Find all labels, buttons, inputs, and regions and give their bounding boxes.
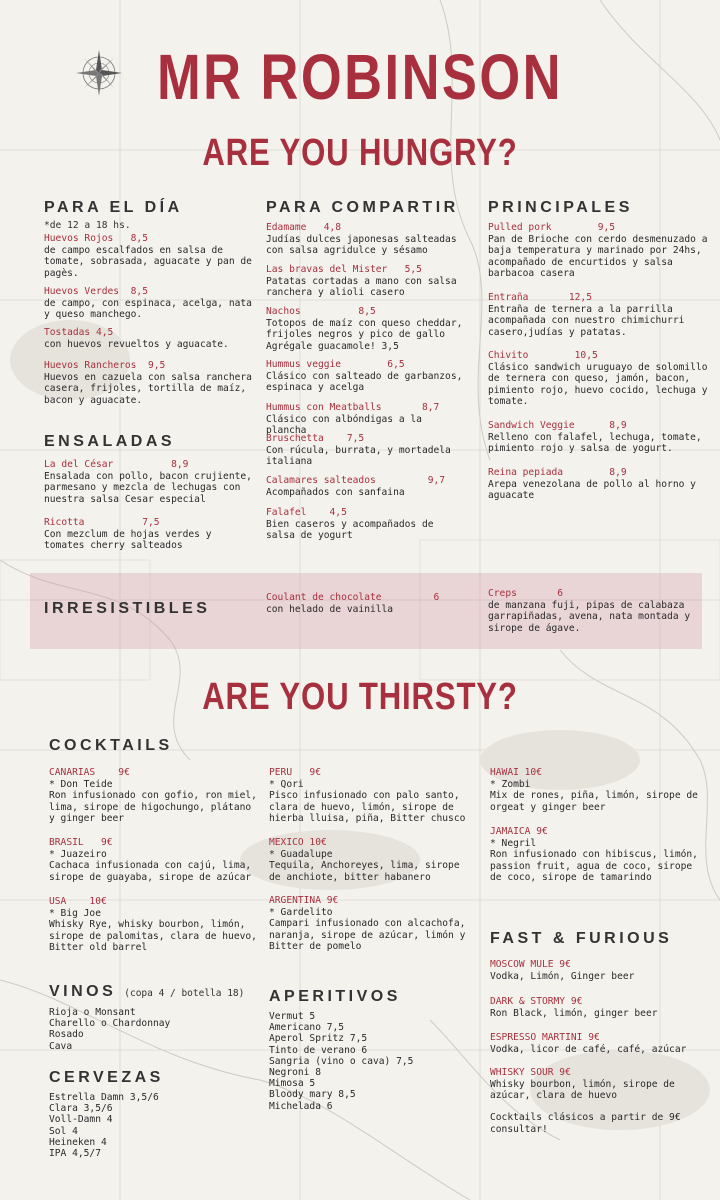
item-name: Sandwich Veggie 8,9 bbox=[488, 420, 627, 431]
item-desc: Clásico con salteado de garbanzos, espinaca y acelga bbox=[266, 370, 463, 393]
menu-item bbox=[490, 996, 700, 1019]
item-desc: Huevos en cazuela con salsa ranchera casera, frijoles, tortilla de maíz, bacon y aguacate. bbox=[44, 371, 252, 406]
menu-item bbox=[44, 327, 254, 350]
vinos-price-note: (copa 4 / botella 18) bbox=[124, 988, 245, 999]
item-name: Hummus veggie 6,5 bbox=[266, 359, 405, 370]
item-desc: Ron Black, limón, ginger beer bbox=[490, 1007, 658, 1019]
section-title-irresistibles: IRRESISTIBLES bbox=[44, 600, 211, 617]
cocktail-item bbox=[490, 767, 700, 813]
item-desc: Arepa venezolana de pollo al horno y aguacate bbox=[488, 478, 696, 501]
item-desc: Mix de rones, piña, limón, sirope de orgeat y ginger beer bbox=[490, 790, 698, 813]
cocktail-item bbox=[269, 767, 469, 825]
list-item: Heineken 4 bbox=[49, 1136, 107, 1148]
item-name: MEXICO 10€ bbox=[269, 837, 327, 848]
menu-item bbox=[44, 459, 254, 505]
thirsty-heading: ARE YOU THIRSTY? bbox=[202, 676, 518, 718]
cocktail-item bbox=[269, 837, 469, 883]
item-name: Pulled pork 9,5 bbox=[488, 222, 616, 233]
item-name: BRASIL 9€ bbox=[49, 837, 113, 848]
item-name: USA 10€ bbox=[49, 896, 107, 907]
section-title-cervezas: CERVEZAS bbox=[49, 1069, 164, 1086]
item-name: Nachos 8,5 bbox=[266, 306, 376, 317]
menu-item bbox=[490, 1067, 700, 1102]
item-desc: Entraña de ternera a la parrilla acompañada con nuestro chimichurri casero,judías y patatas. bbox=[488, 303, 685, 338]
menu-item bbox=[488, 588, 693, 634]
footer-note: Cocktails clásicos a partir de 9€ consultar! bbox=[490, 1112, 681, 1135]
hours-note: *de 12 a 18 hs. bbox=[44, 220, 131, 231]
list-item: IPA 4,5/7 bbox=[49, 1148, 101, 1160]
item-desc: Acompañados con sanfaina bbox=[266, 486, 405, 498]
menu-item bbox=[488, 350, 710, 408]
item-name: Ricotta 7,5 bbox=[44, 517, 160, 528]
list-item: Mimosa 5 bbox=[269, 1078, 316, 1090]
item-desc: Con mezclum de hojas verdes y tomates cherry salteados bbox=[44, 528, 212, 551]
item-desc: Whisky bourbon, limón, sirope de azúcar, clara de huevo bbox=[490, 1078, 675, 1101]
item-desc: Pan de Brioche con cerdo desmenuzado a baja temperatura y marinado por 24hs, acompañado de encurtidos y salsa barbacoa casera bbox=[488, 233, 708, 279]
cocktail-item bbox=[49, 896, 259, 954]
menu-item bbox=[266, 475, 466, 498]
item-name: PERU 9€ bbox=[269, 767, 321, 778]
menu-item bbox=[266, 359, 466, 394]
menu-item bbox=[488, 292, 710, 338]
item-desc: Vodka, licor de café, café, azúcar bbox=[490, 1043, 687, 1055]
list-item: Americano 7,5 bbox=[269, 1022, 345, 1034]
list-item: Negroni 8 bbox=[269, 1067, 321, 1079]
item-sub: * Zombi bbox=[490, 778, 531, 790]
list-item: Sangria (vino o cava) 7,5 bbox=[269, 1055, 414, 1067]
item-name: Creps 6 bbox=[488, 588, 564, 599]
section-title-aperitivos: APERITIVOS bbox=[269, 988, 401, 1005]
item-sub: * Qori bbox=[269, 778, 304, 790]
list-item: Rioja o Monsant bbox=[49, 1007, 136, 1018]
list-item: Bloody mary 8,5 bbox=[269, 1089, 356, 1101]
menu-item bbox=[488, 222, 710, 280]
list-item: Voll-Damn 4 bbox=[49, 1114, 113, 1126]
item-name: Huevos Rojos 8,5 bbox=[44, 233, 148, 244]
list-item: Cava bbox=[49, 1040, 73, 1052]
menu-item bbox=[266, 507, 446, 542]
section-title-para-el-dia: PARA EL DÍA bbox=[44, 199, 183, 216]
item-desc: de campo, con espinaca, acelga, nata y queso manchego. bbox=[44, 297, 252, 320]
list-item: Aperol Spritz 7,5 bbox=[269, 1033, 368, 1045]
menu-item bbox=[266, 306, 466, 352]
item-desc: Ron infusionado con gofio, ron miel, lima, sirope de higochungo, plátano y ginger beer bbox=[49, 790, 257, 824]
cervezas-list bbox=[49, 1092, 159, 1159]
section-title-cocktails: COCKTAILS bbox=[49, 737, 173, 754]
item-desc: Vodka, Limón, Ginger beer bbox=[490, 970, 635, 982]
vinos-title: VINOS bbox=[49, 983, 117, 1000]
item-sub: * Don Teide bbox=[49, 778, 113, 790]
item-desc: Patatas cortadas a mano con salsa ranchera y alioli casero bbox=[266, 275, 457, 298]
item-desc: Con rúcula, burrata, y mortadela italiana bbox=[266, 444, 451, 467]
list-item: Michelada 6 bbox=[269, 1100, 333, 1112]
item-name: HAWAI 10€ bbox=[490, 767, 542, 778]
item-name: Calamares salteados 9,7 bbox=[266, 475, 446, 486]
item-name: Huevos Rancheros 9,5 bbox=[44, 360, 166, 371]
item-name: Bruschetta 7,5 bbox=[266, 433, 365, 444]
item-name: La del César 8,9 bbox=[44, 459, 189, 470]
list-item: Tinto de verano 6 bbox=[269, 1044, 368, 1056]
item-desc: Clásico con albóndigas a la plancha bbox=[266, 413, 422, 436]
hungry-heading: ARE YOU HUNGRY? bbox=[202, 132, 518, 174]
section-title-vinos bbox=[49, 983, 244, 1001]
item-name: Coulant de chocolate 6 bbox=[266, 592, 440, 603]
item-desc: de manzana fuji, pipas de calabaza garrapiñadas, avena, nata montada y sirope de ágave. bbox=[488, 599, 691, 634]
item-sub: * Negril bbox=[490, 837, 537, 849]
section-title-para-compartir: PARA COMPARTIR bbox=[266, 199, 459, 216]
item-desc: con huevos revueltos y aguacate. bbox=[44, 338, 229, 350]
item-desc: Whisky Rye, whisky bourbon, limón, sirope de palomitas, clara de huevo, Bitter old barrel bbox=[49, 919, 257, 953]
section-title-fast-furious: FAST & FURIOUS bbox=[490, 930, 673, 947]
menu-item bbox=[44, 360, 254, 406]
item-name: JAMAICA 9€ bbox=[490, 826, 548, 837]
brand-title: MR ROBINSON bbox=[156, 41, 564, 113]
item-name: MOSCOW MULE 9€ bbox=[490, 959, 571, 970]
item-name: Huevos Verdes 8,5 bbox=[44, 286, 148, 297]
item-desc: Ron infusionado con hibiscus, limón, passion fruit, agua de coco, sirope de coco, sirope de tamarindo bbox=[490, 849, 698, 883]
item-name: Hummus con Meatballs 8,7 bbox=[266, 402, 440, 413]
item-desc: con helado de vainilla bbox=[266, 603, 394, 615]
menu-item bbox=[44, 286, 254, 321]
item-sub: * Big Joe bbox=[49, 907, 101, 919]
item-name: Las bravas del Mister 5,5 bbox=[266, 264, 422, 275]
menu-item bbox=[266, 592, 466, 615]
item-name: Tostadas 4,5 bbox=[44, 327, 114, 338]
item-name: Falafel 4,5 bbox=[266, 507, 347, 518]
item-desc: Clásico sandwich uruguayo de solomillo de ternera con queso, jamón, bacon, pimiento rojo, huevo cocido, lechuga y tomate. bbox=[488, 361, 708, 407]
menu-item bbox=[266, 433, 466, 468]
cocktail-item bbox=[269, 895, 469, 953]
menu-item bbox=[490, 1032, 700, 1055]
item-desc: Campari infusionado con alcachofa, naranja, sirope de azúcar, limón y Bitter de pomelo bbox=[269, 918, 466, 952]
list-item: Sol 4 bbox=[49, 1125, 78, 1137]
item-name: ESPRESSO MARTINI 9€ bbox=[490, 1032, 600, 1043]
item-desc: Tequila, Anchoreyes, lima, sirope de anchiote, bitter habanero bbox=[269, 860, 460, 883]
aperitivos-list bbox=[269, 1011, 413, 1112]
item-desc: de campo escalfados en salsa de tomate, sobrasada, aguacate y pan de pagès. bbox=[44, 244, 252, 279]
fast-furious-footer bbox=[490, 1112, 690, 1135]
item-name: WHISKY SOUR 9€ bbox=[490, 1067, 571, 1078]
section-title-principales: PRINCIPALES bbox=[488, 199, 633, 216]
item-sub: * Gardelito bbox=[269, 906, 333, 918]
item-name: Entraña 12,5 bbox=[488, 292, 592, 303]
menu-item bbox=[266, 264, 466, 299]
item-sub: * Juazeiro bbox=[49, 848, 107, 860]
item-desc: Relleno con falafel, lechuga, tomate, pimiento rojo y salsa de yogurt. bbox=[488, 431, 702, 454]
vinos-list bbox=[49, 1007, 170, 1052]
menu-item bbox=[44, 517, 234, 552]
item-desc: Totopos de maíz con queso cheddar, frijoles negros y pico de gallo Agrégale guacamole! 3,5 bbox=[266, 317, 463, 352]
cocktail-item bbox=[49, 837, 259, 883]
menu-item bbox=[490, 959, 700, 982]
cocktail-item bbox=[49, 767, 259, 825]
menu-item bbox=[266, 222, 466, 257]
item-name: DARK & STORMY 9€ bbox=[490, 996, 583, 1007]
item-desc: Judías dulces japonesas salteadas con salsa agridulce y sésamo bbox=[266, 233, 457, 256]
list-item: Rosado bbox=[49, 1029, 84, 1041]
menu-item bbox=[44, 233, 254, 279]
item-name: Edamame 4,8 bbox=[266, 222, 342, 233]
item-desc: Cachaca infusionada con cajú, lima, sirope de guayaba, sirope de azúcar bbox=[49, 860, 252, 883]
item-sub: * Guadalupe bbox=[269, 848, 333, 860]
item-name: ARGENTINA 9€ bbox=[269, 895, 339, 906]
item-name: Chivito 10,5 bbox=[488, 350, 598, 361]
list-item: Vermut 5 bbox=[269, 1011, 316, 1022]
item-name: Reina pepiada 8,9 bbox=[488, 467, 627, 478]
menu-item bbox=[488, 420, 710, 455]
section-title-ensaladas: ENSALADAS bbox=[44, 433, 176, 450]
cocktail-item bbox=[490, 826, 700, 884]
item-desc: Ensalada con pollo, bacon crujiente, parmesano y mezcla de lechugas con nuestra salsa Cesar especial bbox=[44, 470, 252, 505]
item-desc: Pisco infusionado con palo santo, clara de huevo, limón, sirope de hierba lluisa, piña, Bitter chusco bbox=[269, 790, 466, 824]
list-item: Charello o Chardonnay bbox=[49, 1018, 171, 1030]
item-desc: Bien caseros y acompañados de salsa de yogurt bbox=[266, 518, 434, 541]
list-item: Clara 3,5/6 bbox=[49, 1103, 113, 1115]
item-name: CANARIAS 9€ bbox=[49, 767, 130, 778]
menu-item bbox=[266, 402, 466, 437]
list-item: Estrella Damn 3,5/6 bbox=[49, 1092, 159, 1103]
menu-item bbox=[488, 467, 710, 502]
